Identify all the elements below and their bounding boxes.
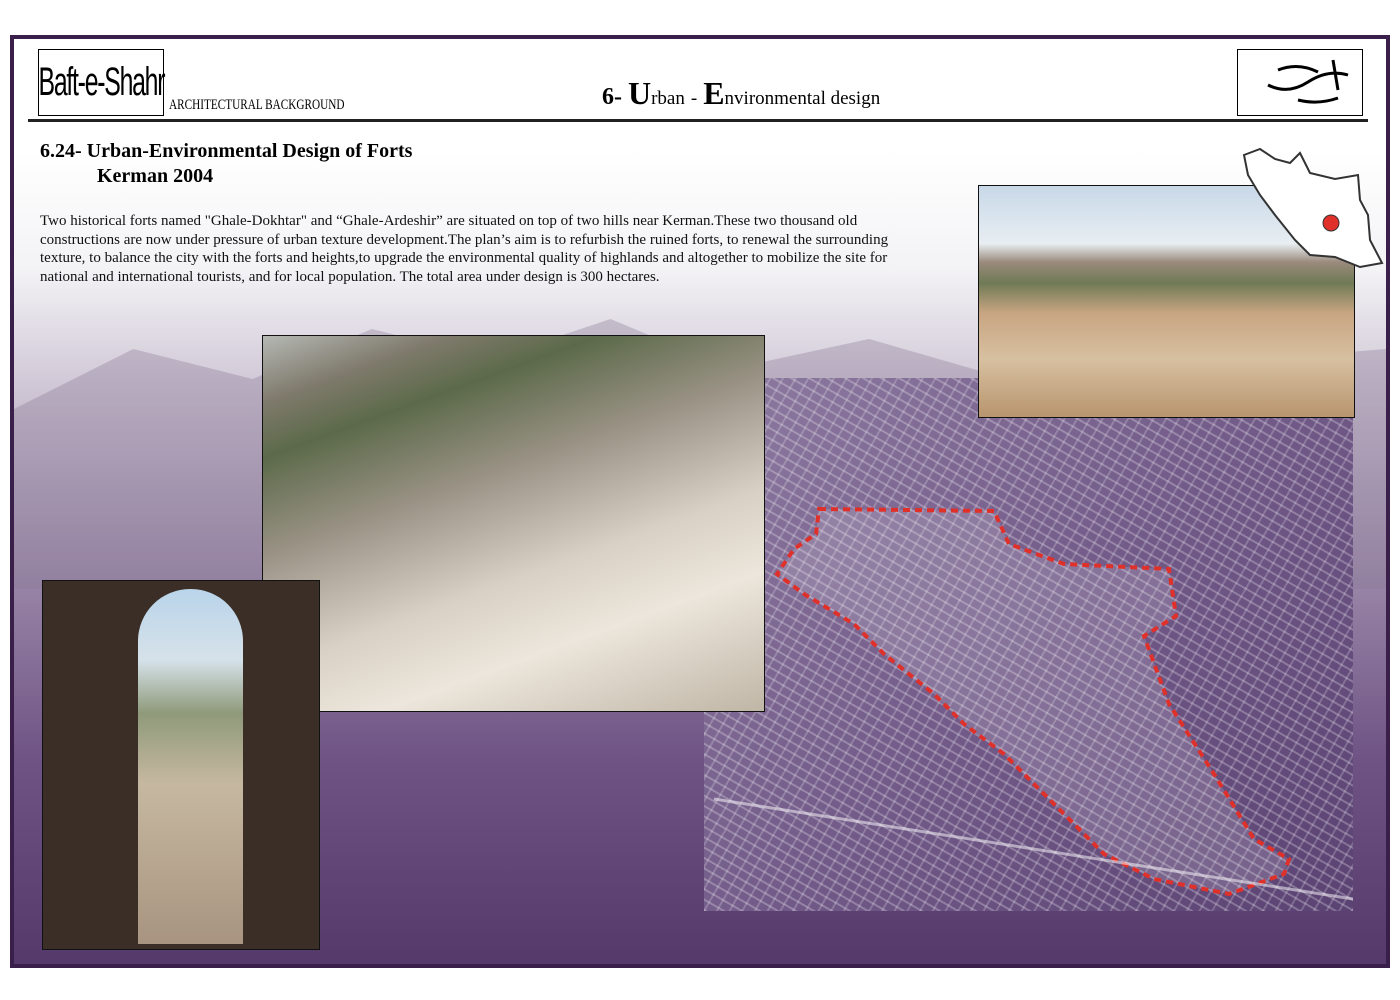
header-divider bbox=[28, 119, 1368, 122]
site-plan-map bbox=[704, 378, 1353, 911]
project-description: Two historical forts named "Ghale-Dokhtar" and “Ghale-Ardeshir” are situated on top of two hills near Kerman.These two thousand old constructions are now under pressure of urban texture development.The plan’s aim is to refurbish the ruined forts, to renewal the surrounding texture, to balance the city with the forts and heights,to upgrade the environmental quality of highlands and altogether to mobilize the site for national and international tourists, and for local population. The total area under design is 300 hectares. bbox=[40, 213, 889, 285]
kerman-location-marker bbox=[1323, 215, 1339, 231]
fort-overlooking-city-photo bbox=[262, 335, 765, 712]
header-subtitle: ARCHITECTURAL BACKGROUND bbox=[169, 97, 345, 113]
section-heading: 6.24- Urban-Environmental Design of Forts Kerman 2004 bbox=[40, 140, 413, 187]
iran-location-map bbox=[1240, 145, 1385, 270]
baft-e-shahr-logo: Baft-e-Shahr bbox=[38, 49, 164, 116]
page-title: 6- Urban - Environmental design bbox=[602, 75, 881, 111]
poster-frame bbox=[10, 35, 1390, 968]
fort-archway-photo bbox=[42, 580, 320, 950]
firm-logo bbox=[1237, 49, 1363, 116]
